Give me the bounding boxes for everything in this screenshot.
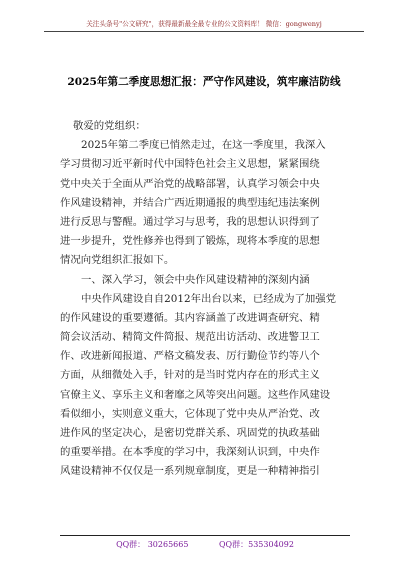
paragraph-line: 2025年第二季度已悄然走过，在这一季度里，我深入 xyxy=(81,139,326,152)
salutation: 敬爱的党组织： xyxy=(73,120,146,132)
paragraph-line: 方面，从细微处入手，针对的是当时党内存在的形式主义 xyxy=(60,369,320,382)
paragraph-line: 的作风建设的重要遵循。其内容涵盖了改进调查研究、精 xyxy=(60,311,320,324)
document-title: 2025年第二季度思想汇报：严守作风建设，筑牢廉洁防线 xyxy=(67,76,341,88)
paragraph-line: 进一步提升，党性修养也得到了锻炼，现将本季度的思想 xyxy=(60,235,320,248)
paragraph-line: 进行反思与警醒。通过学习与思考，我的思想认识得到了 xyxy=(60,215,320,228)
paragraph-line: 中央作风建设自自2012年出台以来，已经成为了加强党 xyxy=(81,292,337,305)
footer-qq-group-1: QQ群： 30265665 xyxy=(116,540,189,549)
document-body xyxy=(60,117,352,482)
paragraph-line: 作风建设精神，并结合广西近期通报的典型违纪违法案例 xyxy=(60,196,320,209)
paragraph-line: 进作风的坚定决心，是密切党群关系、巩固党的执政基础 xyxy=(60,427,320,439)
paragraph-line: 官僚主义、享乐主义和奢靡之风等突出问题。这些作风建设 xyxy=(60,388,331,401)
paragraph-line: 风建设精神不仅仅是一系列规章制度，更是一种精神指引 xyxy=(60,465,320,478)
paragraph-line: 作、改进新闻报道、严格文稿发表、厉行勤俭节约等八个 xyxy=(60,350,320,363)
footer-qq-group-2: QQ群：535304092 xyxy=(219,540,294,549)
paragraph-line: 情况向党组织汇报如下。 xyxy=(60,254,175,267)
paragraph-line: 看似细小，实则意义重大，它体现了党中央从严治党、改 xyxy=(60,407,320,420)
page-footer xyxy=(60,535,350,550)
section-heading: 一、深入学习，领会中央作风建设精神的深刻内涵 xyxy=(81,273,310,286)
paragraph-line: 的重要举措。在本季度的学习中，我深刻认识到，中央作 xyxy=(60,446,320,459)
paragraph-line: 学习贯彻习近平新时代中国特色社会主义思想，紧紧围绕 xyxy=(60,158,320,171)
paragraph-line: 简会议活动、精简文件简报、规范出访活动、改进警卫工 xyxy=(60,331,320,344)
page-header-notice: 关注头条号"公文研究"，获得最新最全最专业的公文资料库！ 微信：gongwenyj xyxy=(44,18,364,32)
paragraph-line: 党中央关于全面从严治党的战略部署，认真学习领会中央 xyxy=(60,177,320,190)
